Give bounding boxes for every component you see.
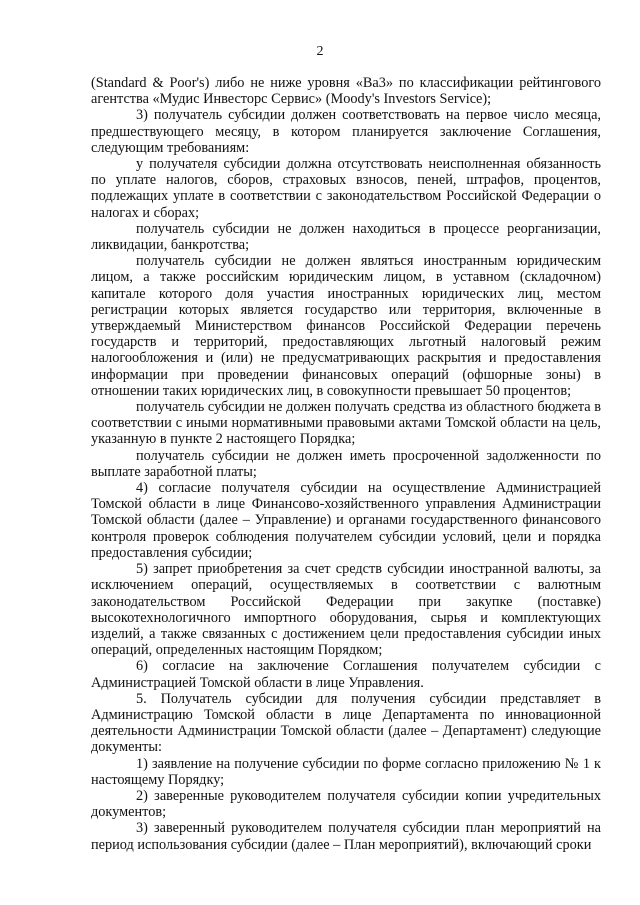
paragraph-no-wage-arrears: получатель субсидии не должен иметь просроченной задолженности по выплате заработной платы; — [91, 447, 601, 480]
paragraph-requirement-3: 3) получатель субсидии должен соответствовать на первое число месяца, предшествующего месяцу, в котором планируется заключение Соглашения, следующим требованиям: — [91, 107, 601, 156]
paragraph-no-reorganization: получатель субсидии не должен находиться в процессе реорганизации, ликвидации, банкротства; — [91, 220, 601, 254]
page-number: 2 — [316, 44, 324, 59]
paragraph-no-tax-debt: у получателя субсидии должна отсутствовать неисполненная обязанность по уплате налогов, сборов, страховых взносов, пеней, штрафов, процентов, подлежащих уплате в соответствии с законодательством Российской Федерации о налогах и сборах; — [91, 156, 601, 221]
paragraph-rating-continuation: (Standard & Poor's) либо не ниже уровня «Ba3» по классификации рейтингового агентства «Мудис Инвесторс Сервис» (Moody's Investors Service); — [91, 75, 601, 108]
document-body — [91, 75, 601, 853]
paragraph-item-1-application: 1) заявление на получение субсидии по форме согласно приложению № 1 к настоящему Порядку; — [91, 755, 601, 788]
paragraph-not-foreign-entity: получатель субсидии не должен являться иностранным юридическим лицом, а также российским юридическим лицом, в уставном (складочном) капитале которого доля участия иностранных юридических лиц, местом регистрации которых является государство или территория, включенные в утверждаемый Министерством финансов Российской Федерации перечень государств и территорий, предоставляющих льготный налоговый режим налогообложения и (или) не предусматривающих раскрытия и предоставления информации при проведении финансовых операций (офшорные зоны) в отношении таких юридических лиц, в совокупности превышает 50 процентов; — [91, 253, 601, 399]
paragraph-agreement-consent: 6) согласие на заключение Соглашения получателем субсидии с Администрацией Томской области в лице Управления. — [91, 658, 601, 691]
paragraph-currency-ban: 5) запрет приобретения за счет средств субсидии иностранной валюты, за исключением операций, осуществляемых в соответствии с валютным законодательством Российской Федерации при закупке (поставке) высокотехнологичного импортного оборудования, сырья и комплектующих изделий, а также связанных с достижением цели предоставления субсидии иных операций, определенных настоящим Порядком; — [91, 561, 601, 659]
paragraph-item-3-action-plan: 3) заверенный руководителем получателя субсидии план мероприятий на период использования субсидии (далее – План мероприятий), включающий сроки — [91, 820, 601, 853]
paragraph-section-5: 5. Получатель субсидии для получения субсидии представляет в Администрацию Томской области в лице Департамента по инновационной деятельности Администрации Томской области (далее – Департамент) следующие документы: — [91, 690, 601, 756]
paragraph-item-2-founding-docs: 2) заверенные руководителем получателя субсидии копии учредительных документов; — [91, 787, 601, 821]
paragraph-no-other-budget-funds: получатель субсидии не должен получать средства из областного бюджета в соответствии с иными нормативными правовыми актами Томской области на цель, указанную в пункте 2 настоящего Порядка; — [91, 399, 601, 448]
paragraph-consent-to-audit: 4) согласие получателя субсидии на осуществление Администрацией Томской области в лице Финансово-хозяйственного управления Администрации Томской области (далее – Управление) и органами государственного финансового контроля проверок соблюдения получателем субсидии условий, цели и порядка предоставления субсидии; — [91, 480, 601, 561]
